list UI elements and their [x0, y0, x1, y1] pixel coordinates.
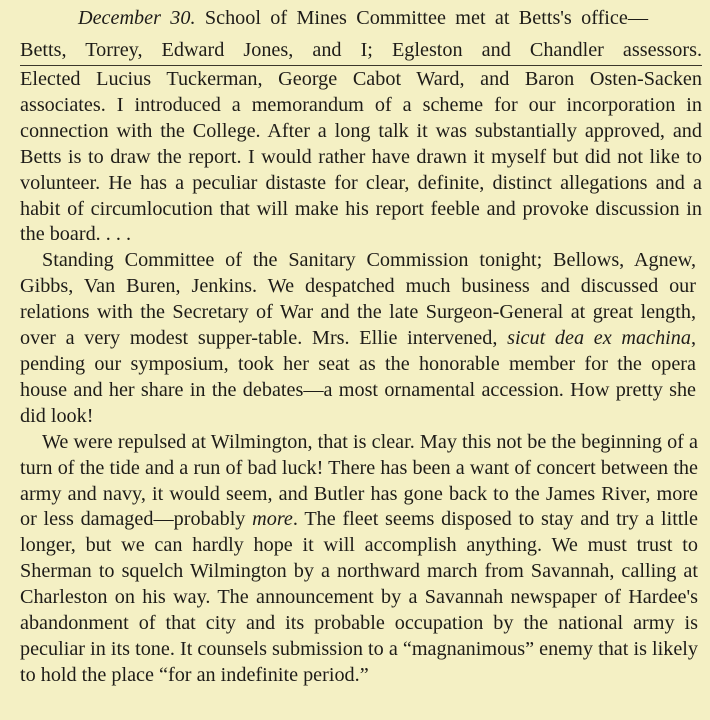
paragraph-text: , pending our symposium, took her seat as the honorable member for the opera house and her share in the debates—a most ornamental accession. How pretty she did look!: [20, 327, 697, 427]
paragraph-wilmington: [20, 430, 698, 689]
entry-date: December 30.: [78, 7, 196, 29]
paragraph-text: We were repulsed at Wilmington, that is clear. May this not be the beginning of a turn of the tide and a run of bad luck! There has been a want of concert between the army and navy, it would seem, and Butler has gone back to the James River, more or less damaged—probably: [20, 430, 698, 531]
entry-heading-text: School of Mines Committee met at Betts's office—: [204, 7, 649, 29]
emphasized-word: more: [252, 508, 293, 531]
latin-phrase: sicut dea ex machina: [507, 327, 691, 350]
paragraph-sanitary-commission: [20, 248, 696, 429]
entry-heading-text-continued: Betts, Torrey, Edward Jones, and I; Egleston and Chandler assessors.: [20, 38, 702, 61]
paragraph-school-of-mines: [20, 67, 702, 248]
entry-heading-line-2: [20, 36, 702, 66]
paragraph-text: . The fleet seems disposed to stay and try a little longer, but we can hardly hope it will accomplish anything. We must trust to Sherman to squelch Wilmington by a northward march from Savannah, calling at Charleston on his way. The announcement by a Savannah newspaper of Hardee's abandonment of that city and its probable occupation by the national army is peculiar in its tone. It counsels submission to a “magnanimous” enemy that is likely to hold the place “for an indefinite period.”: [20, 508, 698, 686]
heading-divider: [20, 65, 702, 66]
paragraph-text: Elected Lucius Tuckerman, George Cabot Ward, and Baron Osten-Sacken associates. I introduced a memorandum of a scheme for our incorporation in connection with the College. After a long talk it was substantially approved, and Betts is to draw the report. I would rather have drawn it myself but did not like to volunteer. He has a peculiar distaste for clear, definite, distinct allegations and a habit of circumlocution that will make his report feeble and provoke discussion in the board. . . .: [20, 68, 702, 246]
paragraph-text: Standing Committee of the Sanitary Commission tonight; Bellows, Agnew, Gibbs, Van Buren, Jenkins. We despatched much business and discussed our relations with the Secretary of War and the late Surgeon-General at great length, over a very modest supper-table. Mrs. Ellie intervened,: [20, 249, 696, 350]
entry-heading-line-1: [20, 4, 648, 34]
